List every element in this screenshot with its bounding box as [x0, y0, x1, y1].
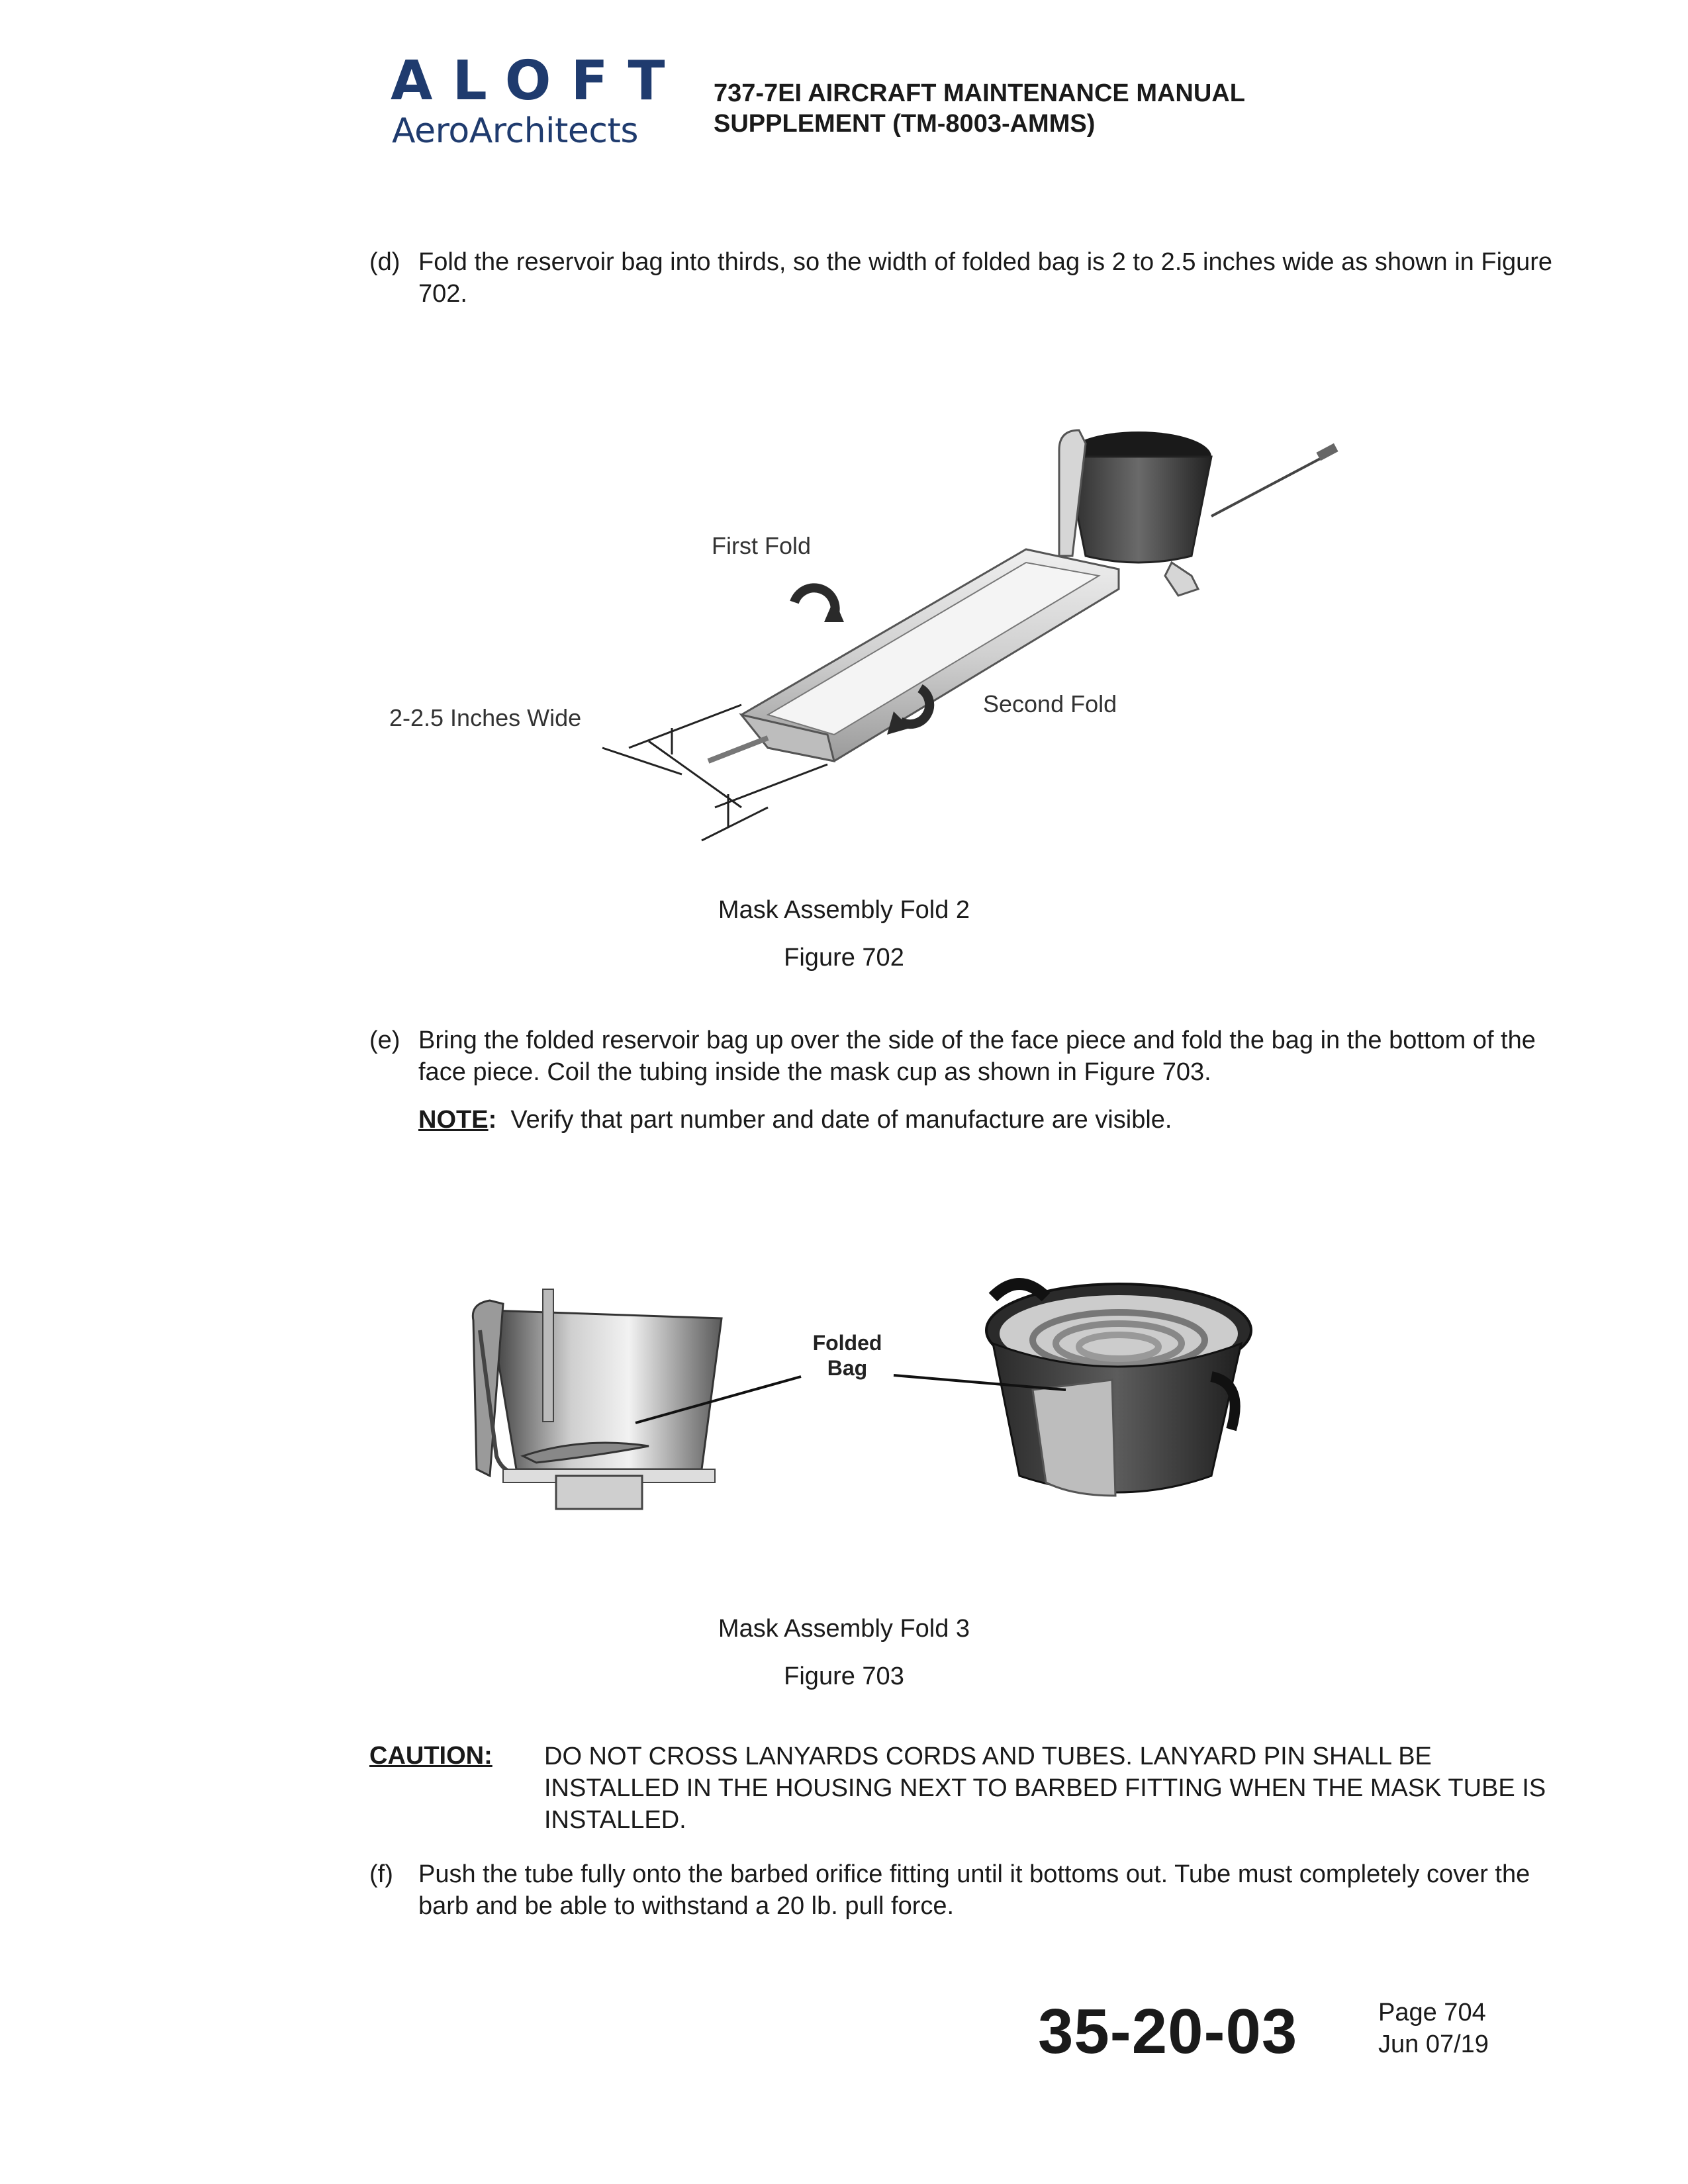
folded-bag-callout-line1: Folded	[812, 1331, 882, 1355]
note-text: Verify that part number and date of manufacture are visible.	[510, 1106, 1172, 1134]
second-fold-callout: Second Fold	[983, 690, 1117, 717]
manual-title: 737-7EI AIRCRAFT MAINTENANCE MANUAL	[714, 79, 1245, 107]
caution-text: DO NOT CROSS LANYARDS CORDS AND TUBES. LANYARD PIN SHALL BE INSTALLED IN THE HOUSING NEXT TO BARBED FITTING WHEN THE MASK TUBE IS INSTALLED.	[544, 1743, 1546, 1834]
figure-702-illustration	[371, 404, 1403, 854]
logo-wordmark: ALOFT	[391, 50, 685, 113]
figure-702-caption: Mask Assembly Fold 2	[718, 896, 970, 924]
revision-date: Jun 07/19	[1378, 2030, 1489, 2058]
page-number: Page 704	[1378, 1999, 1486, 2026]
step-f-label: (f)	[369, 1860, 393, 1888]
manual-subtitle: SUPPLEMENT (TM-8003-AMMS)	[714, 110, 1096, 138]
note-line	[418, 1104, 1172, 1136]
figure-703-illustration	[450, 1257, 1350, 1562]
figure-703-caption: Mask Assembly Fold 3	[718, 1615, 970, 1643]
first-fold-arrowhead-icon	[824, 599, 844, 622]
first-fold-callout: First Fold	[712, 532, 812, 559]
step-d-label: (d)	[369, 248, 400, 276]
folded-bag-drawing	[708, 549, 1119, 761]
cup-top-view-drawing	[986, 1284, 1251, 1496]
figure-702-number: Figure 702	[784, 944, 904, 972]
cup-cross-section-drawing	[473, 1289, 722, 1509]
figure-703-number: Figure 703	[784, 1662, 904, 1690]
step-e-text: Bring the folded reservoir bag up over the side of the face piece and fold the bag in the bottom of the face piece. Coil the tubing inside the mask cup as shown in Figure 703.	[418, 1026, 1536, 1086]
note-colon: :	[488, 1106, 497, 1134]
step-d-text: Fold the reservoir bag into thirds, so the width of folded bag is 2 to 2.5 inches wide as shown in Figure 702.	[418, 248, 1553, 308]
width-callout: 2-2.5 Inches Wide	[389, 704, 582, 731]
folded-bag-callout-line2: Bag	[827, 1356, 868, 1380]
note-label: NOTE	[418, 1106, 489, 1134]
step-e-label: (e)	[369, 1026, 400, 1054]
ata-chapter-number: 35-20-03	[1038, 1996, 1298, 2067]
step-f-text: Push the tube fully onto the barbed orifice fitting until it bottoms out. Tube must completely cover the barb and be able to withstand a 20 lb. pull force.	[418, 1860, 1530, 1920]
logo-subtitle: AeroArchitects	[392, 111, 638, 151]
caution-label: CAUTION:	[369, 1742, 492, 1770]
